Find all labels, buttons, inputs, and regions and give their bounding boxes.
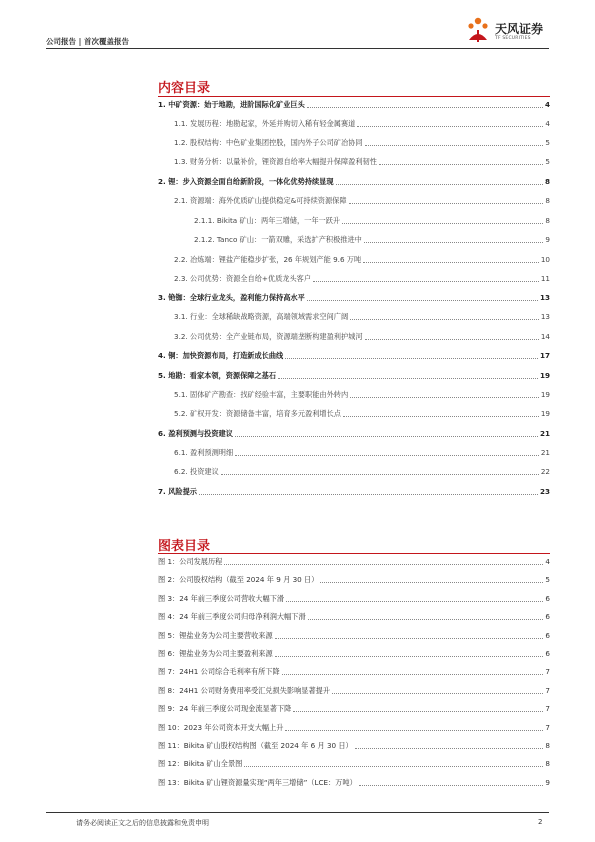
dot-leader: [275, 638, 544, 639]
logo-subtext: TF SECURITIES: [495, 36, 531, 41]
toc-entry[interactable]: [158, 273, 550, 285]
toc-entry-text: 2.1.2. Tanco 矿山：一箭双雕，采选扩产积极推进中: [194, 235, 362, 244]
toc-entry-page: 4: [545, 119, 550, 128]
dot-leader: [350, 397, 539, 398]
toc-entry-page: 4: [544, 100, 550, 109]
toc-entry[interactable]: [158, 447, 550, 459]
toc-entry-page: 21: [540, 448, 550, 457]
company-logo: [465, 16, 555, 50]
figure-entry-text: 图 7：24H1 公司综合毛利率有所下降: [158, 667, 280, 677]
toc-entry-page: 19: [540, 390, 550, 399]
dot-leader: [342, 223, 543, 224]
toc-title-rule: [158, 96, 550, 97]
toc-entry-text: 1.2. 股权结构：中色矿业集团控股，国内外子公司矿冶协同: [174, 138, 363, 147]
toc-entry-text: 3.2. 公司优势：全产业链布局，资源端垄断构建盈利护城河: [174, 332, 363, 341]
dot-leader: [286, 601, 543, 602]
dot-leader: [244, 766, 543, 767]
figure-entry-page: 7: [545, 704, 550, 714]
toc-entry[interactable]: [158, 156, 550, 168]
toc-entry-page: 5: [545, 138, 550, 147]
dot-leader: [365, 145, 544, 146]
dot-leader: [357, 126, 543, 127]
toc-entry-page: 17: [539, 351, 550, 360]
toc-entry[interactable]: [158, 389, 550, 401]
footer-divider: [46, 812, 549, 813]
dot-leader: [363, 262, 539, 263]
toc-entry-page: 14: [540, 332, 550, 341]
toc-entry-text: 3.1. 行业：全球稀缺战略资源，高端领域需求空间广阔: [174, 312, 349, 321]
figure-entry-page: 6: [545, 649, 550, 658]
toc-entry-text: 5. 地勘：看家本领，资源保障之基石: [158, 371, 277, 380]
dot-leader: [350, 319, 539, 320]
figure-entry-text: 图 2：公司股权结构（截至 2024 年 9 月 30 日）: [158, 575, 319, 585]
figure-entry-text: 图 11：Bikita 矿山股权结构图（截至 2024 年 6 月 30 日）: [158, 741, 353, 750]
toc-entry[interactable]: [158, 254, 550, 266]
toc-entry[interactable]: [158, 118, 550, 130]
logo-text: 天风证券: [495, 22, 544, 36]
toc-entry-text: 6.1. 盈利预测明细: [174, 448, 234, 457]
toc-entry-page: 13: [539, 293, 550, 302]
dot-leader: [235, 455, 539, 456]
toc-entry-page: 23: [539, 487, 550, 496]
figure-entry-text: 图 9：24 年前三季度公司现金流显著下降: [158, 704, 292, 714]
figure-entry-text: 图 8：24H1 公司财务费用率受汇兑损失影响显著提升: [158, 685, 331, 695]
toc-entry-page: 10: [540, 255, 550, 264]
toc-entry-page: 22: [540, 467, 550, 476]
toc-entry-page: 19: [539, 371, 550, 380]
toc-entry-text: 5.2. 矿权开发：资源储备丰富，培育多元盈利增长点: [174, 409, 341, 418]
toc-entry[interactable]: [158, 350, 550, 362]
toc-entry-page: 21: [539, 429, 550, 438]
figure-entry-page: 6: [545, 630, 550, 640]
figure-entry-page: 8: [545, 741, 550, 750]
dot-leader: [349, 203, 544, 204]
toc-entry[interactable]: [158, 486, 550, 498]
report-type-label: 公司报告 | 首次覆盖报告: [46, 37, 129, 46]
toc-entry[interactable]: [158, 176, 550, 188]
toc-entry[interactable]: [158, 408, 550, 420]
figure-entry-page: 7: [545, 722, 550, 732]
figure-entry-page: 6: [545, 612, 550, 622]
toc-entry[interactable]: [158, 292, 550, 304]
figure-entry-page: 7: [545, 667, 550, 677]
figure-entry-page: 7: [545, 685, 550, 695]
dot-leader: [320, 582, 543, 583]
toc-entry-page: 5: [545, 157, 550, 166]
dot-leader: [224, 564, 543, 565]
toc-entry-text: 2. 锂：步入资源全面自给新阶段，一体化优势持续显现: [158, 177, 334, 186]
figure-entry-text: 图 10：2023 年公司资本开支大幅上升: [158, 722, 284, 732]
toc-entry-text: 2.3. 公司优势：资源全自给+优质龙头客户: [174, 274, 312, 283]
toc-entry-text: 2.1.1. Bikita 矿山：两年三增储，一年一跃升: [194, 216, 341, 225]
figure-entry[interactable]: [158, 685, 550, 697]
figure-list-title-rule: [158, 553, 550, 554]
dot-leader: [379, 164, 544, 165]
dot-leader: [336, 184, 543, 185]
toc-entry-page: 11: [540, 274, 550, 283]
logo-mark-icon: [465, 16, 491, 44]
dot-leader: [282, 674, 544, 675]
toc-entry[interactable]: [158, 331, 550, 343]
dot-leader: [285, 358, 538, 359]
toc-entry-text: 7. 风险提示: [158, 487, 197, 496]
toc-entry[interactable]: [158, 99, 550, 111]
dot-leader: [343, 416, 539, 417]
figure-entry-page: 6: [545, 593, 550, 603]
dot-leader: [364, 242, 544, 243]
figure-entry-text: 图 4：24 年前三季度公司归母净利润大幅下滑: [158, 612, 306, 622]
figure-entry[interactable]: [158, 556, 550, 568]
figure-entry[interactable]: [158, 740, 550, 752]
toc-entry[interactable]: [158, 311, 550, 323]
toc-entry-text: 4. 铜：加快资源布局，打造新成长曲线: [158, 351, 284, 360]
toc-entry[interactable]: [158, 466, 550, 478]
toc-entry-text: 5.1. 固体矿产勘查：找矿经验丰富，主要职能由外转内: [174, 390, 349, 399]
toc-entry[interactable]: [158, 234, 550, 246]
figure-entry-text: 图 3：24 年前三季度公司营收大幅下滑: [158, 593, 285, 603]
toc-entry[interactable]: [158, 215, 550, 227]
figure-entry[interactable]: [158, 703, 550, 715]
dot-leader: [307, 300, 538, 301]
dot-leader: [308, 619, 544, 620]
toc-entry-page: 8: [545, 216, 550, 225]
figure-entry-text: 图 6：锂盐业务为公司主要盈利来源: [158, 649, 273, 658]
toc-entry-text: 6.2. 投资建议: [174, 467, 219, 476]
figure-entry[interactable]: [158, 574, 550, 586]
dot-leader: [199, 494, 538, 495]
toc-entry-text: 3. 铯铷：全球行业龙头，盈利能力保持高水平: [158, 293, 305, 302]
figure-entry-page: 4: [545, 557, 550, 566]
toc-entry-text: 1.3. 财务分析：以量补价，锂资源自给率大幅提升保障盈利韧性: [174, 157, 377, 166]
dot-leader: [285, 730, 543, 731]
figure-entry[interactable]: [158, 666, 550, 678]
figure-entry[interactable]: [158, 777, 550, 789]
toc-title: 内容目录: [158, 81, 211, 96]
figure-entry-text: 图 5：锂盐业务为公司主要营收来源: [158, 630, 273, 640]
page-header: [0, 0, 595, 56]
toc-entry-text: 6. 盈利预测与投资建议: [158, 429, 233, 438]
dot-leader: [359, 785, 544, 786]
dot-leader: [235, 436, 538, 437]
figure-entry[interactable]: [158, 648, 550, 660]
dot-leader: [313, 281, 539, 282]
figure-entry-page: 9: [545, 777, 550, 787]
figure-entry-page: 5: [545, 575, 550, 585]
toc-entry-page: 19: [540, 409, 550, 418]
figure-entry[interactable]: [158, 611, 550, 623]
figure-entry-text: 图 13：Bikita 矿山锂资源量实现“两年三增储”（LCE：万吨）: [158, 777, 357, 787]
toc-entry-text: 1. 中矿资源：始于地勘，进阶国际化矿业巨头: [158, 100, 305, 109]
dot-leader: [278, 378, 538, 379]
figure-entry[interactable]: [158, 722, 550, 734]
figure-entry-text: 图 12：Bikita 矿山全景图: [158, 759, 243, 769]
dot-leader: [221, 474, 539, 475]
toc-entry-page: 13: [540, 312, 550, 321]
toc-entry[interactable]: [158, 370, 550, 382]
dot-leader: [355, 748, 544, 749]
dot-leader: [293, 711, 543, 712]
toc-entry-page: 8: [544, 177, 550, 186]
dot-leader: [332, 693, 543, 694]
figure-list-title: 图表目录: [158, 539, 211, 554]
page-number: 2: [538, 818, 543, 826]
toc-entry[interactable]: [158, 195, 550, 207]
footer-disclaimer: 请务必阅读正文之后的信息披露和免责申明: [76, 819, 209, 827]
toc-entry-text: 2.1. 资源端：海外优质矿山提供稳定&可持续资源保障: [174, 196, 347, 205]
figure-entry-page: 8: [545, 759, 550, 769]
figure-entry[interactable]: [158, 593, 550, 605]
toc-entry-page: 9: [545, 235, 550, 244]
dot-leader: [275, 656, 544, 657]
toc-entry-text: 1.1. 发展历程：地勘起家，外延并购切入稀有轻金属赛道: [174, 119, 356, 128]
figure-entry[interactable]: [158, 630, 550, 642]
dot-leader: [365, 339, 539, 340]
toc-entry-page: 8: [545, 196, 550, 205]
toc-entry[interactable]: [158, 137, 550, 149]
toc-entry-text: 2.2. 冶炼端：锂盐产能稳步扩张，26 年规划产能 9.6 万吨: [174, 255, 362, 264]
dot-leader: [307, 107, 543, 108]
figure-entry-text: 图 1：公司发展历程: [158, 557, 223, 566]
figure-entry[interactable]: [158, 758, 550, 770]
toc-entry[interactable]: [158, 428, 550, 440]
